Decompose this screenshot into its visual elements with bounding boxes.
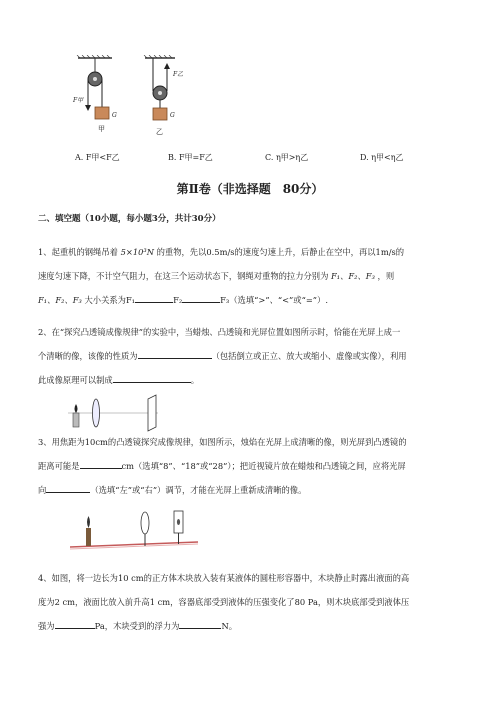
q4-line-2: 度为2 cm，液面比放入前升高1 cm，容器底部受到液体的压强变化了80 Pa，则木块底部受到液体压 [38,597,410,607]
q1-line-2 [38,264,468,288]
q1-blank-2[interactable] [182,293,220,303]
q3-line-1: 3、用焦距为10cm的凸透镜探究成像规律，如图所示，烛焰在光屏上成清晰的像，则光屏到凸透镜的 [38,437,407,447]
weight-label-yi: G [170,112,175,119]
q2-text-3a: 此成像原理可以制成 [38,375,113,385]
q3-text-3a: 向 [38,485,47,495]
option-c-text: η甲>η乙 [275,153,309,162]
q1-line-1 [38,240,468,264]
label-yi: 乙 [156,128,163,136]
q1-text-1a: 1、起重机的钢绳吊着 [38,247,118,257]
force-jia-label: F甲 [73,97,84,104]
q2-line-3 [38,368,468,392]
q1-text-2end: ，则 [377,271,395,281]
q3-blank-1[interactable] [80,459,122,469]
option-c [265,152,308,163]
lens-figure-1 [68,392,168,434]
section-header: 二、填空题（10小题，每小题3分，共计30分） [38,214,221,224]
q1-text-1b: 的重物，先以0.5m/s的速度匀速上升，后静止在空中，再以1m/s的 [156,247,405,257]
part-title: 第Ⅱ卷（非选择题 80分） [176,182,324,196]
question-2 [38,320,468,392]
option-b-text: F甲=F乙 [178,153,213,162]
weight-label-jia: G [112,112,117,119]
q3-text-2a: 距离可能是 [38,461,80,471]
q3-text-3b: （选填“左”或“右”）调节，才能在光屏上重新成清晰的像。 [90,485,307,495]
q3-text-2b: cm（选填“8”、“18”或“28”）；把近视镜片放在蜡烛和凸透镜之间，应将光屏 [121,461,406,471]
q2-text-2b: （包括倒立或正立、放大或缩小、虚像或实像），利用 [211,351,407,361]
question-4 [38,566,468,638]
option-b-letter: B. [168,153,177,162]
option-d [360,152,404,163]
option-c-letter: C. [265,153,274,162]
q3-blank-2[interactable] [46,483,90,493]
q2-line-1: 2、在“探究凸透镜成像规律”的实验中，当蜡烛、凸透镜和光屏位置如图所示时，恰能在光屏上成一 [38,327,401,337]
q2-text-3b: 。 [190,375,199,385]
option-b [168,152,213,163]
q4-text-3b: Pa，木块受到的浮力为 [94,621,180,631]
q4-line-1: 4、如图，将一边长为10 cm的正方体木块放入装有某液体的圆柱形容器中，木块静止时露出液面的高 [38,573,410,583]
q4-line-3 [38,614,468,638]
q2-blank-1[interactable] [138,349,212,359]
q2-line-2 [38,344,468,368]
q2-blank-2[interactable] [113,373,191,383]
option-d-text: η甲<η乙 [371,153,404,162]
label-jia: 甲 [98,125,105,133]
force-yi-label: F乙 [173,71,184,78]
q3-line-3 [38,478,468,502]
option-d-letter: D. [360,153,369,162]
option-a [75,152,120,163]
q1-text-3b: 大小关系为F₁ [84,295,136,305]
q2-text-2a: 个清晰的像，该像的性质为 [38,351,138,361]
option-a-letter: A. [75,153,84,162]
optical-bench-figure [70,508,200,554]
q1-forces-2: F₁、F₂、F₃ [38,295,82,305]
q4-blank-1[interactable] [55,619,95,629]
q1-text-2: 速度匀速下降，不计空气阻力，在这三个运动状态下，钢绳对重物的拉力分别为 [38,271,329,281]
q4-blank-2[interactable] [179,619,221,629]
q4-text-3c: N。 [221,621,238,631]
q1-text-3d: F₃（选填“>”、“<”或“=”）. [220,295,328,305]
q1-line-3 [38,288,468,312]
pulley-figure [70,55,210,140]
q4-text-3a: 强为 [38,621,55,631]
q1-formula: 5×10³N [120,247,154,257]
question-3 [38,430,468,502]
q1-text-3c: F₂ [173,295,183,305]
question-1 [38,240,468,312]
option-a-text: F甲<F乙 [85,153,120,162]
q1-blank-1[interactable] [135,293,173,303]
q3-line-2 [38,454,468,478]
q1-forces: F₁、F₂、F₃ [331,271,375,281]
